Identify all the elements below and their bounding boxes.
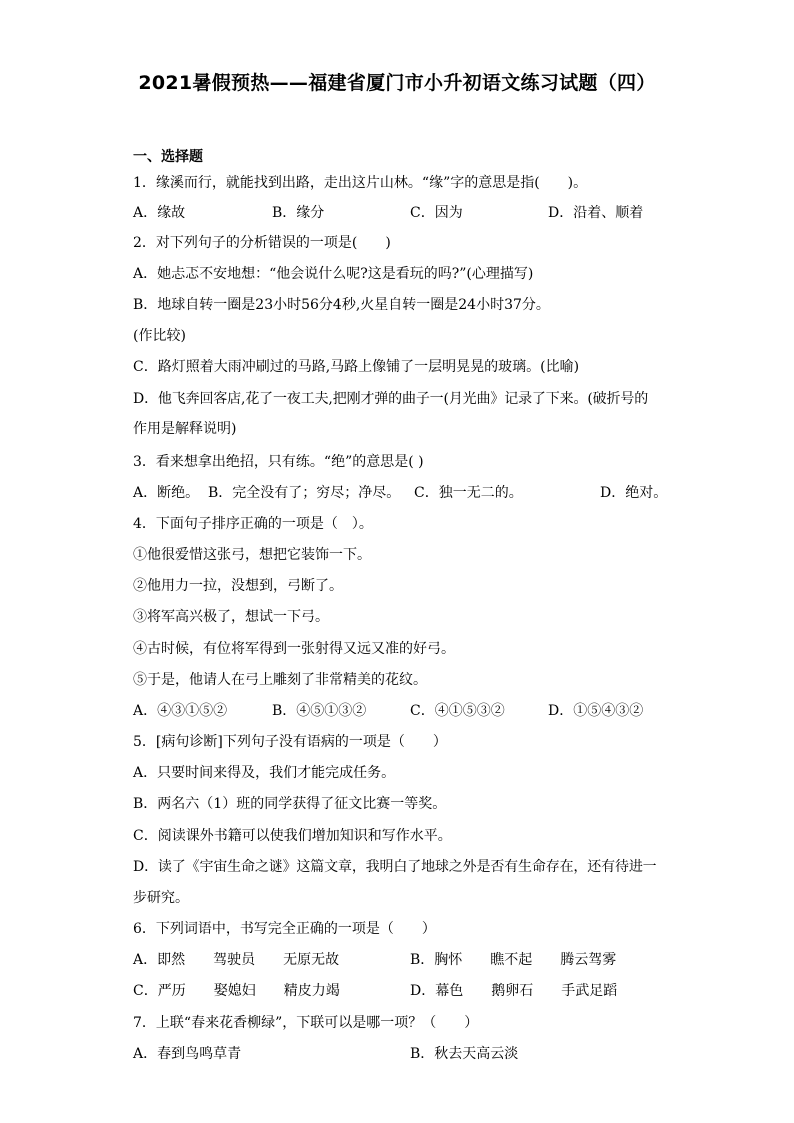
q4-sentence-4: ④古时候，有位将军得到一张射得又远又准的好弓。 [133,641,455,657]
q5-option-b: B．两名六（1）班的同学获得了征文比赛一等奖。 [133,796,447,812]
q2-option-c: C．路灯照着大雨冲刷过的马路,马路上像铺了一层明晃晃的玻璃。(比喻) [133,359,580,375]
q1-option-a: A．缘故 [133,205,186,221]
q6-option-b: B．胸怀 瞧不起 腾云驾雾 [410,952,617,968]
question-4-stem: 4．下面句子排序正确的一项是（ ）。 [133,516,373,532]
q5-option-d: D．读了《宇宙生命之谜》这篇文章，我明白了地球之外是否有生命存在，还有待进一 [133,859,657,875]
q2-option-d: D．他飞奔回客店,花了一夜工夫,把刚才弹的曲子一(月光曲》记录了下来。(破折号的 [133,391,649,407]
q1-option-d: D．沿着、顺着 [548,205,644,221]
q7-option-a: A．春到鸟鸣草青 [133,1046,242,1062]
q4-sentence-3: ③将军高兴极了，想试一下弓。 [133,609,329,625]
q2-option-d-cont: 作用是解释说明) [133,421,237,437]
q5-option-d-cont: 步研究。 [133,890,189,906]
q1-option-b: B．缘分 [272,205,325,221]
q6-option-a: A．即然 驾驶员 无原无故 [133,952,340,968]
question-5-stem: 5．[病句诊断]下列句子没有语病的一项是（ ） [133,734,447,750]
q4-option-a: A．④③①⑤② [133,703,228,719]
section-heading: 一、选择题 [133,149,203,165]
q4-option-c: C．④①⑤③② [410,703,505,719]
q7-option-b: B．秋去天高云淡 [410,1046,519,1062]
q1-option-c: C．因为 [410,205,463,221]
q4-sentence-1: ①他很爱惜这张弓，想把它装饰一下。 [133,547,371,563]
q4-option-b: B．④⑤①③② [272,703,367,719]
page-title: 2021暑假预热——福建省厦门市小升初语文练习试题（四） [138,72,656,94]
q3-option-d: D．绝对。 [600,485,668,501]
q5-option-a: A．只要时间来得及，我们才能完成任务。 [133,765,396,781]
q2-option-b: B．地球自转一圈是23小时56分4秒,火星自转一圈是24小时37分。 [133,297,550,313]
q2-option-a: A．她忐忑不安地想：“他会说什么呢?这是看玩的吗?”(心理描写) [133,266,534,282]
q4-sentence-5: ⑤于是，他请人在弓上雕刻了非常精美的花纹。 [133,672,427,688]
question-7-stem: 7．上联“春来花香柳绿”，下联可以是哪一项？（ ） [133,1015,479,1031]
q6-option-c: C．严历 娶媳妇 精皮力竭 [133,983,340,999]
q5-option-c: C．阅读课外书籍可以使我们增加知识和写作水平。 [133,828,452,844]
question-3-stem: 3．看来想拿出绝招，只有练。“绝”的意思是( ) [133,454,424,470]
question-1-stem: 1．缘溪而行，就能找到出路，走出这片山林。“缘”字的意思是指( )。 [133,175,588,191]
q4-option-d: D．①⑤④③② [548,703,644,719]
q3-option-c: C．独一无二的。 [414,485,523,501]
q6-option-d: D．幕色 鹅卵石 手武足蹈 [410,983,618,999]
q3-option-b: B．完全没有了；穷尽；净尽。 [208,485,401,501]
question-2-stem: 2．对下列句子的分析错误的一项是( ) [133,235,391,251]
question-6-stem: 6．下列词语中，书写完全正确的一项是（ ） [133,921,436,937]
q2-option-b-note: (作比较) [133,328,186,344]
q4-sentence-2: ②他用力一拉，没想到，弓断了。 [133,578,343,594]
q3-option-a: A．断绝。 [133,485,200,501]
